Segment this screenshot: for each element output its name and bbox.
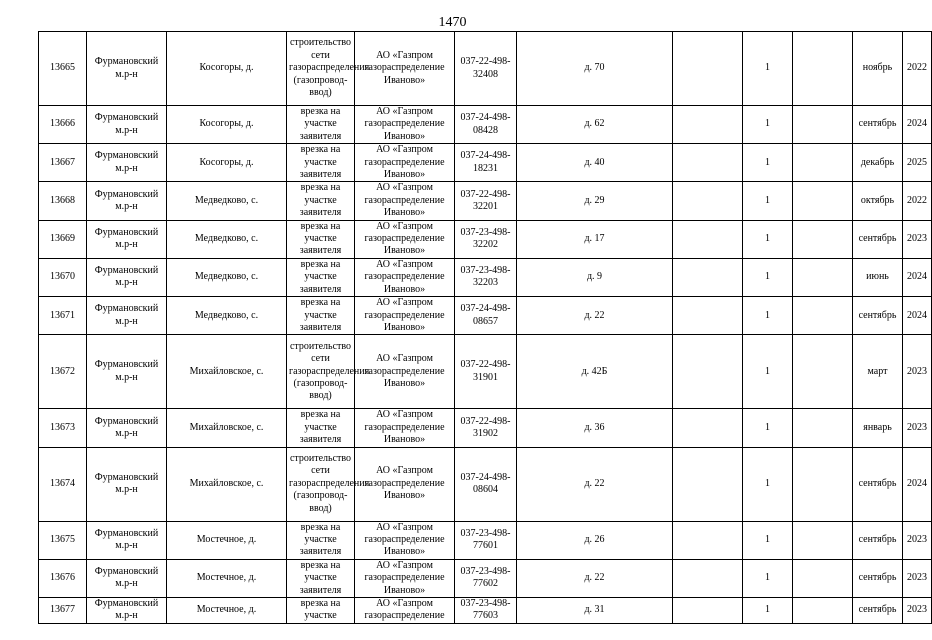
cell-number: 13675	[39, 521, 87, 559]
cell-number: 13677	[39, 597, 87, 623]
cell-locality: Косогоры, д.	[167, 32, 287, 106]
cell-work-type: строительство сети газораспределения (газопровод-ввод)	[287, 32, 355, 106]
cell-district: Фурмановский м.р-н	[87, 106, 167, 144]
table-row	[39, 597, 932, 623]
cell-empty	[793, 447, 853, 521]
cell-address: д. 26	[517, 521, 673, 559]
cell-work-type: врезка на участке заявителя	[287, 144, 355, 182]
cell-empty	[793, 144, 853, 182]
cell-quantity: 1	[743, 144, 793, 182]
cell-number: 13668	[39, 182, 87, 220]
cell-locality: Михайловское, с.	[167, 335, 287, 409]
cell-district: Фурмановский м.р-н	[87, 559, 167, 597]
cell-work-type: врезка на участке заявителя	[287, 182, 355, 220]
cell-locality: Михайловское, с.	[167, 447, 287, 521]
cell-empty	[793, 559, 853, 597]
table-row	[39, 258, 932, 296]
cell-empty	[673, 258, 743, 296]
cell-quantity: 1	[743, 335, 793, 409]
cell-address: д. 36	[517, 409, 673, 447]
cell-quantity: 1	[743, 106, 793, 144]
cell-year: 2023	[903, 521, 932, 559]
cell-month: март	[853, 335, 903, 409]
cell-address: д. 42Б	[517, 335, 673, 409]
cell-address: д. 22	[517, 447, 673, 521]
cell-quantity: 1	[743, 182, 793, 220]
cell-month: ноябрь	[853, 32, 903, 106]
cell-month: сентябрь	[853, 297, 903, 335]
cell-address: д. 22	[517, 297, 673, 335]
cell-quantity: 1	[743, 297, 793, 335]
cell-organization: АО «Газпром газораспределение Иваново»	[355, 220, 455, 258]
cell-district: Фурмановский м.р-н	[87, 32, 167, 106]
cell-number: 13672	[39, 335, 87, 409]
cell-organization: АО «Газпром газораспределение Иваново»	[355, 297, 455, 335]
cell-empty	[673, 521, 743, 559]
cell-code: 037-24-498-18231	[455, 144, 517, 182]
cell-month: сентябрь	[853, 447, 903, 521]
cell-number: 13669	[39, 220, 87, 258]
cell-code: 037-24-498-08428	[455, 106, 517, 144]
cell-organization: АО «Газпром газораспределение Иваново»	[355, 32, 455, 106]
cell-work-type: врезка на участке заявителя	[287, 106, 355, 144]
cell-district: Фурмановский м.р-н	[87, 521, 167, 559]
cell-code: 037-23-498-32202	[455, 220, 517, 258]
cell-month: сентябрь	[853, 220, 903, 258]
cell-empty	[673, 447, 743, 521]
cell-organization: АО «Газпром газораспределение Иваново»	[355, 559, 455, 597]
table-body	[39, 32, 932, 624]
cell-work-type: врезка на участке заявителя	[287, 559, 355, 597]
cell-empty	[793, 32, 853, 106]
cell-year: 2024	[903, 258, 932, 296]
cell-locality: Медведково, с.	[167, 182, 287, 220]
cell-empty	[673, 559, 743, 597]
table-row	[39, 559, 932, 597]
cell-organization: АО «Газпром газораспределение Иваново»	[355, 258, 455, 296]
cell-work-type: строительство сети газораспределения (газопровод-ввод)	[287, 447, 355, 521]
cell-empty	[673, 597, 743, 623]
cell-district: Фурмановский м.р-н	[87, 182, 167, 220]
cell-year: 2023	[903, 409, 932, 447]
cell-district: Фурмановский м.р-н	[87, 220, 167, 258]
cell-quantity: 1	[743, 559, 793, 597]
cell-organization: АО «Газпром газораспределение	[355, 597, 455, 623]
cell-district: Фурмановский м.р-н	[87, 447, 167, 521]
cell-locality: Мостечное, д.	[167, 597, 287, 623]
cell-code: 037-22-498-32408	[455, 32, 517, 106]
cell-empty	[793, 106, 853, 144]
cell-code: 037-22-498-31901	[455, 335, 517, 409]
cell-organization: АО «Газпром газораспределение Иваново»	[355, 335, 455, 409]
cell-work-type: врезка на участке заявителя	[287, 409, 355, 447]
cell-locality: Косогоры, д.	[167, 106, 287, 144]
cell-year: 2025	[903, 144, 932, 182]
cell-number: 13671	[39, 297, 87, 335]
cell-empty	[673, 409, 743, 447]
cell-month: сентябрь	[853, 106, 903, 144]
table-row	[39, 106, 932, 144]
table-row	[39, 521, 932, 559]
table-row	[39, 144, 932, 182]
cell-address: д. 62	[517, 106, 673, 144]
cell-empty	[673, 335, 743, 409]
cell-empty	[673, 182, 743, 220]
table-row	[39, 297, 932, 335]
cell-district: Фурмановский м.р-н	[87, 597, 167, 623]
cell-empty	[793, 335, 853, 409]
page-number: 1470	[438, 15, 467, 30]
cell-number: 13670	[39, 258, 87, 296]
cell-work-type: врезка на участке заявителя	[287, 297, 355, 335]
cell-month: сентябрь	[853, 521, 903, 559]
cell-year: 2024	[903, 447, 932, 521]
cell-locality: Косогоры, д.	[167, 144, 287, 182]
table-row	[39, 220, 932, 258]
cell-organization: АО «Газпром газораспределение Иваново»	[355, 182, 455, 220]
cell-number: 13673	[39, 409, 87, 447]
cell-year: 2022	[903, 182, 932, 220]
cell-year: 2024	[903, 106, 932, 144]
cell-number: 13666	[39, 106, 87, 144]
cell-year: 2024	[903, 297, 932, 335]
cell-locality: Мостечное, д.	[167, 521, 287, 559]
cell-quantity: 1	[743, 447, 793, 521]
cell-month: июнь	[853, 258, 903, 296]
cell-quantity: 1	[743, 597, 793, 623]
cell-empty	[793, 220, 853, 258]
cell-code: 037-22-498-31902	[455, 409, 517, 447]
cell-number: 13676	[39, 559, 87, 597]
cell-year: 2023	[903, 335, 932, 409]
cell-number: 13667	[39, 144, 87, 182]
cell-district: Фурмановский м.р-н	[87, 297, 167, 335]
table-row	[39, 335, 932, 409]
cell-district: Фурмановский м.р-н	[87, 144, 167, 182]
table-row	[39, 182, 932, 220]
cell-organization: АО «Газпром газораспределение Иваново»	[355, 409, 455, 447]
cell-code: 037-23-498-77601	[455, 521, 517, 559]
cell-work-type: врезка на участке заявителя	[287, 258, 355, 296]
cell-district: Фурмановский м.р-н	[87, 258, 167, 296]
cell-month: октябрь	[853, 182, 903, 220]
cell-number: 13665	[39, 32, 87, 106]
cell-number: 13674	[39, 447, 87, 521]
cell-organization: АО «Газпром газораспределение Иваново»	[355, 144, 455, 182]
cell-quantity: 1	[743, 258, 793, 296]
cell-locality: Мостечное, д.	[167, 559, 287, 597]
cell-locality: Медведково, с.	[167, 258, 287, 296]
cell-address: д. 70	[517, 32, 673, 106]
cell-quantity: 1	[743, 521, 793, 559]
cell-organization: АО «Газпром газораспределение Иваново»	[355, 447, 455, 521]
cell-locality: Медведково, с.	[167, 220, 287, 258]
cell-empty	[673, 32, 743, 106]
cell-code: 037-23-498-32203	[455, 258, 517, 296]
cell-empty	[673, 220, 743, 258]
cell-empty	[673, 144, 743, 182]
cell-organization: АО «Газпром газораспределение Иваново»	[355, 106, 455, 144]
cell-quantity: 1	[743, 220, 793, 258]
cell-empty	[793, 409, 853, 447]
cell-code: 037-24-498-08604	[455, 447, 517, 521]
cell-empty	[673, 297, 743, 335]
table-row	[39, 409, 932, 447]
cell-code: 037-23-498-77603	[455, 597, 517, 623]
cell-work-type: врезка на участке	[287, 597, 355, 623]
cell-organization: АО «Газпром газораспределение Иваново»	[355, 521, 455, 559]
cell-month: сентябрь	[853, 559, 903, 597]
cell-quantity: 1	[743, 32, 793, 106]
cell-year: 2023	[903, 559, 932, 597]
gasification-table	[38, 31, 932, 624]
cell-empty	[673, 106, 743, 144]
cell-empty	[793, 597, 853, 623]
cell-year: 2023	[903, 597, 932, 623]
cell-code: 037-22-498-32201	[455, 182, 517, 220]
cell-month: декабрь	[853, 144, 903, 182]
cell-address: д. 9	[517, 258, 673, 296]
cell-district: Фурмановский м.р-н	[87, 335, 167, 409]
cell-empty	[793, 521, 853, 559]
cell-empty	[793, 297, 853, 335]
cell-code: 037-23-498-77602	[455, 559, 517, 597]
cell-month: сентябрь	[853, 597, 903, 623]
cell-work-type: врезка на участке заявителя	[287, 521, 355, 559]
cell-year: 2022	[903, 32, 932, 106]
cell-empty	[793, 182, 853, 220]
cell-work-type: врезка на участке заявителя	[287, 220, 355, 258]
cell-address: д. 17	[517, 220, 673, 258]
cell-month: январь	[853, 409, 903, 447]
cell-year: 2023	[903, 220, 932, 258]
cell-address: д. 22	[517, 559, 673, 597]
cell-locality: Медведково, с.	[167, 297, 287, 335]
table-row	[39, 447, 932, 521]
cell-address: д. 29	[517, 182, 673, 220]
cell-address: д. 40	[517, 144, 673, 182]
cell-district: Фурмановский м.р-н	[87, 409, 167, 447]
cell-code: 037-24-498-08657	[455, 297, 517, 335]
table-row	[39, 32, 932, 106]
cell-work-type: строительство сети газораспределения (газопровод-ввод)	[287, 335, 355, 409]
cell-empty	[793, 258, 853, 296]
cell-quantity: 1	[743, 409, 793, 447]
cell-address: д. 31	[517, 597, 673, 623]
cell-locality: Михайловское, с.	[167, 409, 287, 447]
